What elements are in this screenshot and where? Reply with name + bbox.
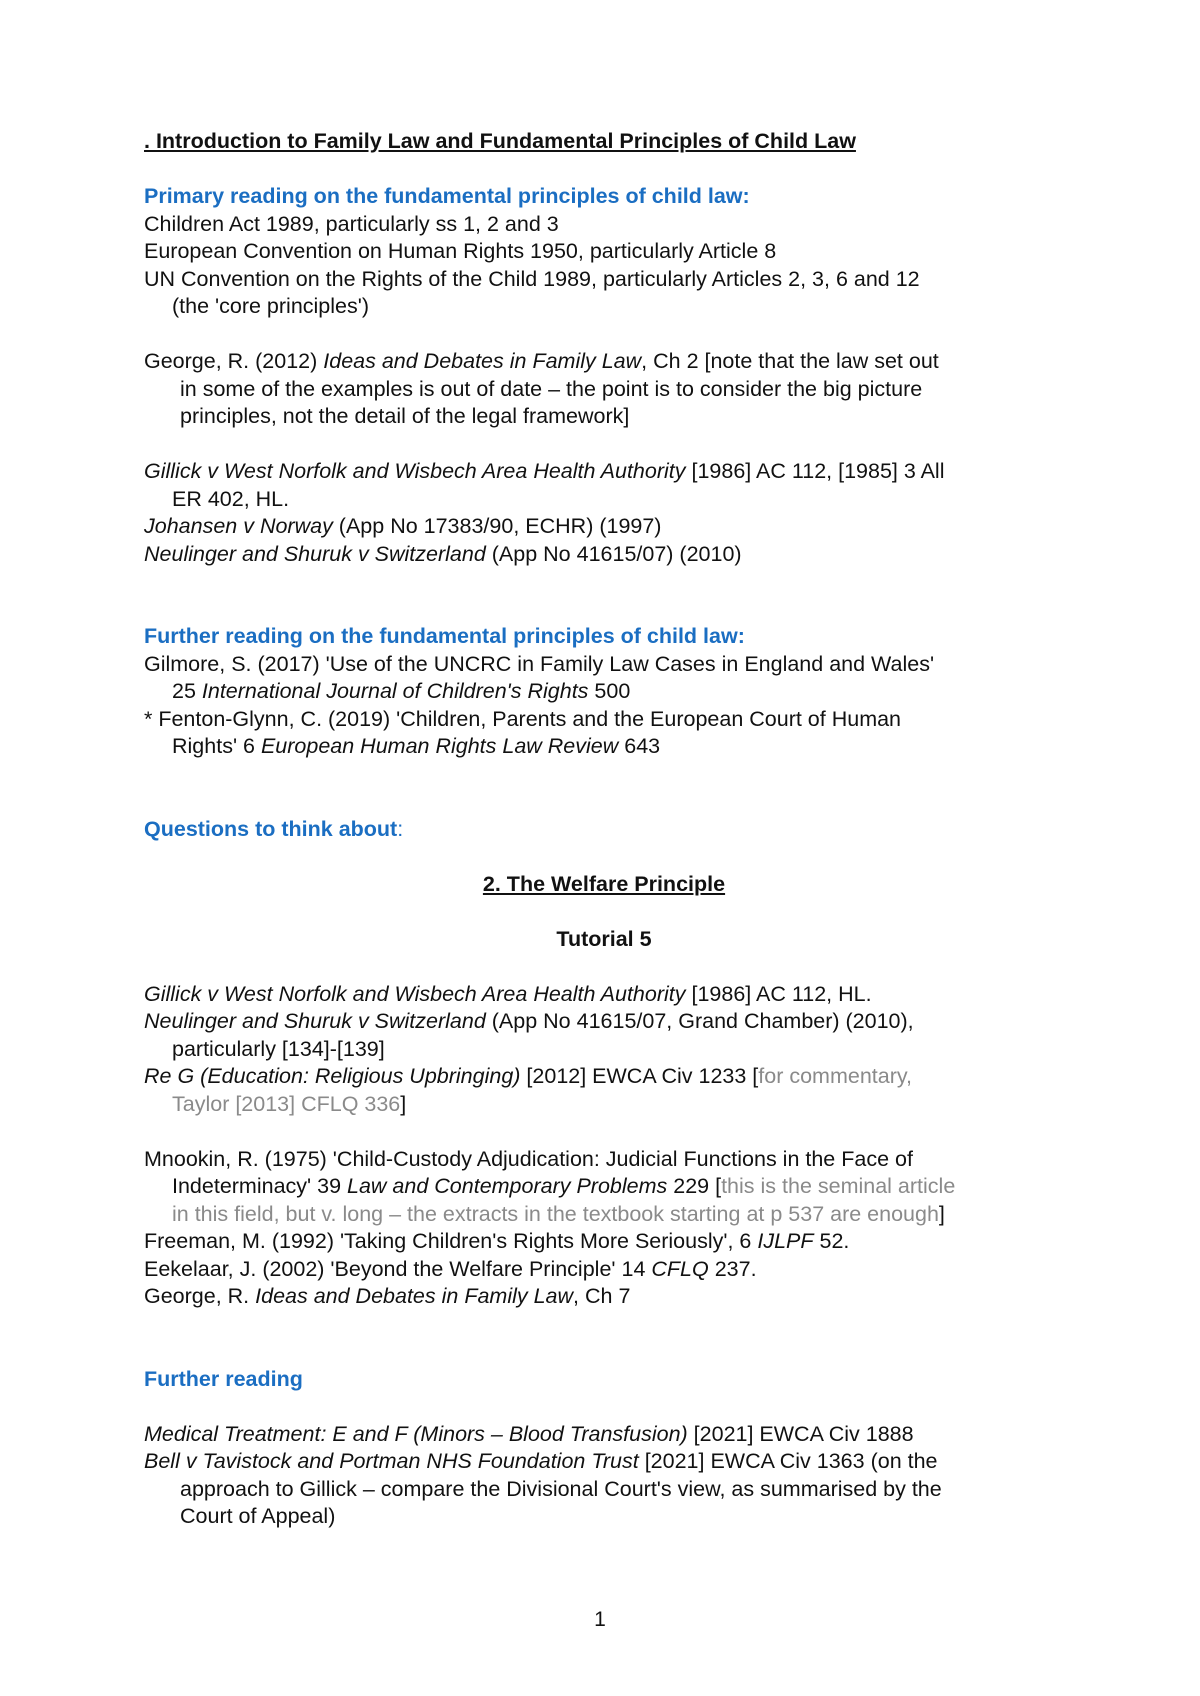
reading-item: UN Convention on the Rights of the Child 1989, particularly Articles 2, 3, 6 and 12 (144, 266, 920, 291)
document-body (144, 128, 1064, 1531)
reading-item: George, R. Ideas and Debates in Family Law, Ch 7 (144, 1284, 631, 1308)
case-citation: Medical Treatment: E and F (Minors – Blood Transfusion) [2021] EWCA Civ 1888 (144, 1421, 914, 1446)
case-citation: Gillick v West Norfolk and Wisbech Area Health Authority [1986] AC 112, [1985] 3 All (144, 459, 945, 483)
case-citation: Johansen v Norway (App No 17383/90, ECHR) (1997) (144, 514, 662, 538)
tutorial-label: Tutorial 5 (556, 926, 652, 951)
reading-item-continued: in this field, but v. long – the extracts in the textbook starting at p 537 are enough] (172, 1201, 945, 1226)
reading-item: Eekelaar, J. (2002) 'Beyond the Welfare Principle' 14 CFLQ 237. (144, 1256, 757, 1281)
reading-item-continued: principles, not the detail of the legal framework] (180, 404, 630, 428)
page-number: 1 (594, 1608, 606, 1631)
further-reading-label: Further reading on the fundamental principles of child law: (144, 624, 745, 648)
reading-item: Children Act 1989, particularly ss 1, 2 and 3 (144, 211, 559, 236)
case-citation-continued: ER 402, HL. (172, 486, 290, 511)
case-citation: Bell v Tavistock and Portman NHS Foundation Trust [2021] EWCA Civ 1363 (on the (144, 1449, 938, 1473)
case-citation: Neulinger and Shuruk v Switzerland (App No 41615/07) (2010) (144, 541, 742, 566)
reading-item: Freeman, M. (1992) 'Taking Children's Rights More Seriously', 6 IJLPF 52. (144, 1229, 850, 1253)
case-citation-continued: particularly [134]-[139] (172, 1036, 385, 1061)
primary-reading-label: Primary reading on the fundamental principles of child law: (144, 184, 750, 208)
case-citation: Re G (Education: Religious Upbringing) [2012] EWCA Civ 1233 [for commentary, (144, 1064, 912, 1088)
further-reading-2-label: Further reading (144, 1366, 303, 1391)
reading-item-continued: Rights' 6 European Human Rights Law Review 643 (172, 734, 661, 758)
reading-item-continued: in some of the examples is out of date – the point is to consider the big picture (180, 376, 923, 401)
reading-item: European Convention on Human Rights 1950, particularly Article 8 (144, 239, 777, 263)
reading-item: George, R. (2012) Ideas and Debates in Family Law, Ch 2 [note that the law set out (144, 349, 939, 373)
case-citation-continued: Taylor [2013] CFLQ 336] (172, 1091, 407, 1116)
section-2-heading: 2. The Welfare Principle (482, 871, 726, 896)
case-citation-continued: Court of Appeal) (180, 1504, 336, 1528)
reading-item: * Fenton-Glynn, C. (2019) 'Children, Parents and the European Court of Human (144, 706, 902, 731)
case-citation-continued: approach to Gillick – compare the Divisional Court's view, as summarised by the (180, 1476, 942, 1501)
section-1-heading: . Introduction to Family Law and Fundamental Principles of Child Law (144, 129, 856, 153)
case-citation: Gillick v West Norfolk and Wisbech Area Health Authority [1986] AC 112, HL. (144, 981, 872, 1006)
reading-item-continued: (the 'core principles') (172, 294, 370, 318)
reading-item-continued: 25 International Journal of Children's Rights 500 (172, 679, 631, 703)
case-citation: Neulinger and Shuruk v Switzerland (App No 41615/07, Grand Chamber) (2010), (144, 1009, 914, 1033)
reading-item-continued: Indeterminacy' 39 Law and Contemporary Problems 229 [this is the seminal article (172, 1174, 956, 1198)
reading-item: Mnookin, R. (1975) 'Child-Custody Adjudication: Judicial Functions in the Face of (144, 1146, 913, 1171)
reading-item: Gilmore, S. (2017) 'Use of the UNCRC in Family Law Cases in England and Wales' (144, 651, 935, 676)
questions-label: Questions to think about: (144, 816, 404, 841)
